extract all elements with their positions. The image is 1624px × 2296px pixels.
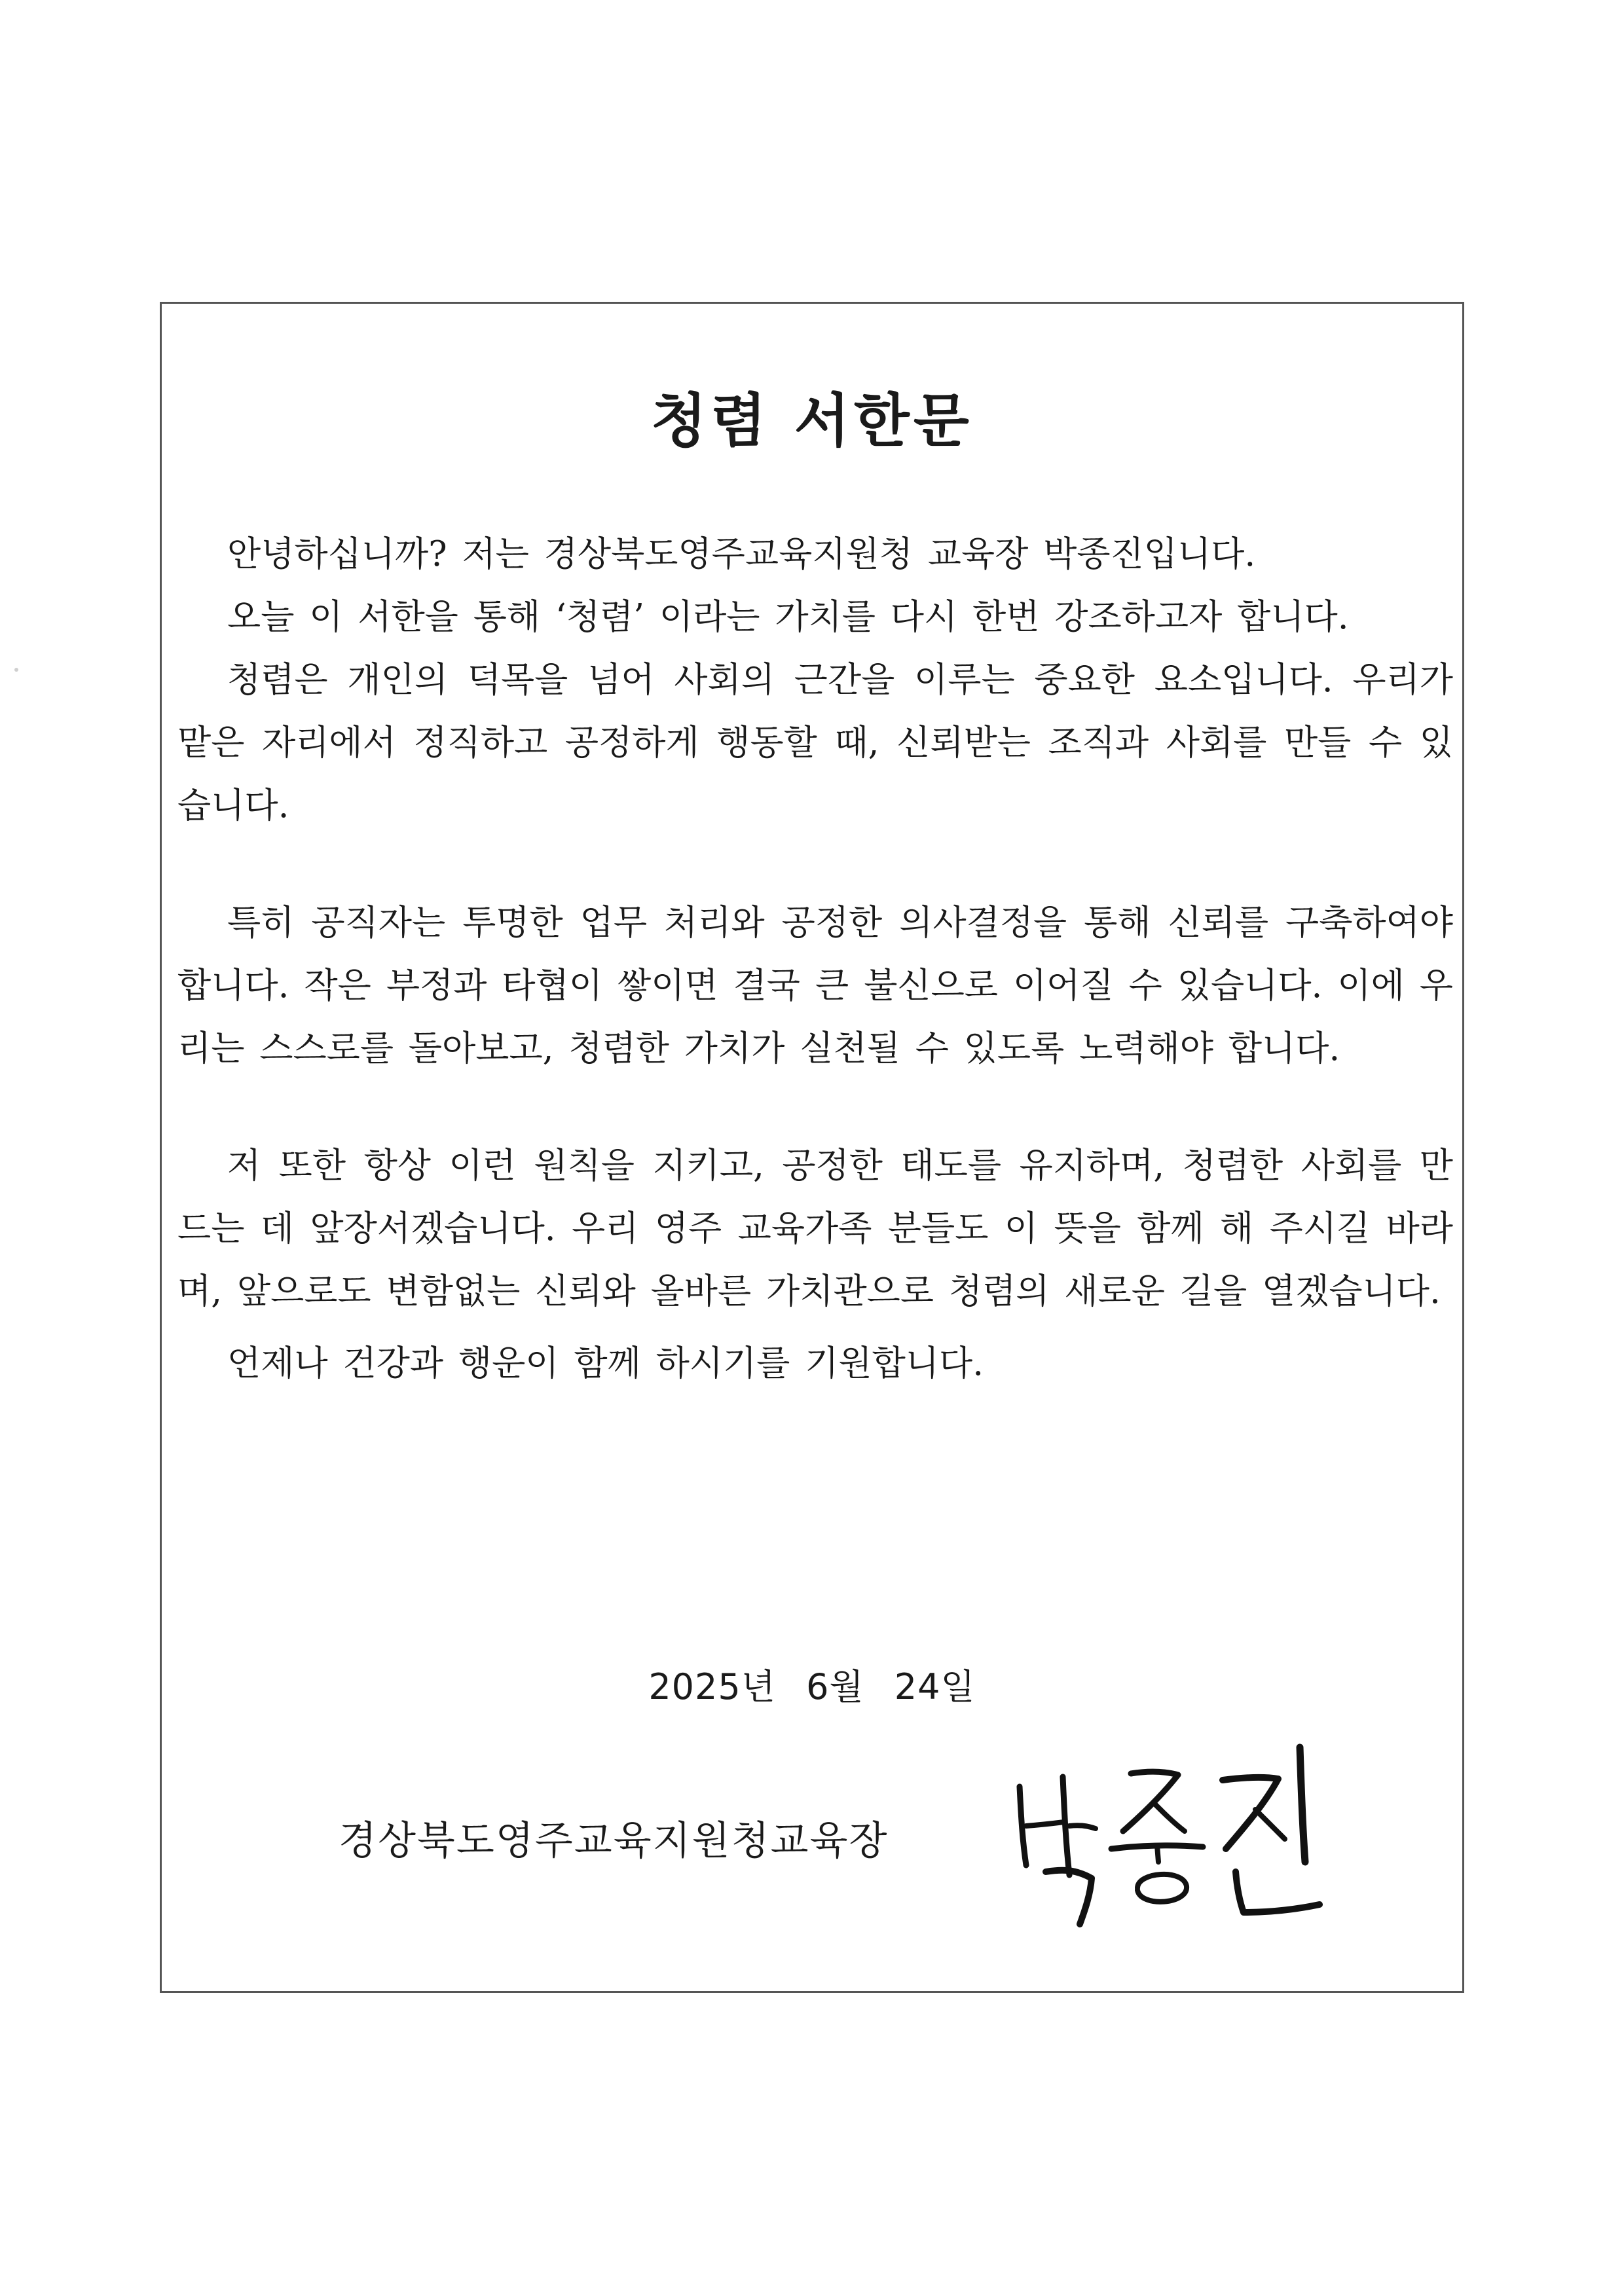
signature-stroke	[1154, 1803, 1185, 1831]
signature-stroke	[1300, 1747, 1305, 1862]
paragraph-greeting: 안녕하십니까? 저는 경상북도영주교육지원청 교육장 박종진입니다.	[227, 534, 1256, 574]
paragraph-closing: 언제나 건강과 행운이 함께 하시기를 기원합니다.	[227, 1343, 984, 1383]
signature-stroke	[1026, 1822, 1064, 1826]
paragraph-integrity: 청렴은 개인의 덕목을 넘어 사회의 근간을 이루는 중요한 요소입니다. 우리가 맡은 자리에서 정직하고 공정하게 행동할 때, 신뢰받는 조직과 사회를 만들 수 있습니다.	[177, 660, 1453, 826]
date-day: 24일	[894, 1666, 976, 1707]
signer-title: 경상북도영주교육지원청교육장	[339, 1818, 889, 1864]
signature-stroke	[1046, 1870, 1092, 1924]
paragraph-gap	[177, 1080, 1453, 1135]
signature-stroke	[1069, 1825, 1096, 1829]
date-month: 6월	[806, 1666, 864, 1707]
letter-frame	[160, 302, 1464, 1993]
scan-dot	[14, 668, 18, 672]
signature-stroke	[1157, 1846, 1158, 1862]
letter-body	[177, 523, 1453, 1395]
paragraph-commitment: 저 또한 항상 이런 원칙을 지키고, 공정한 태도를 유지하며, 청렴한 사회를 만드는 데 앞장서겠습니다. 우리 영주 교육가족 분들도 이 뜻을 함께 해 주시길 바라며, 앞으로도 변함없는 신뢰와 올바른 가치관으로 청렴의 새로운 길을 열겠습니다.	[177, 1146, 1453, 1311]
paragraph-gap	[177, 837, 1453, 892]
handwritten-signature	[1006, 1741, 1347, 1931]
signature-stroke	[1123, 1772, 1178, 1831]
signature-stroke	[1236, 1872, 1320, 1912]
letter-date	[162, 1659, 1462, 1709]
letter-title: 청렴 서한문	[651, 387, 973, 454]
signature-stroke	[1223, 1777, 1278, 1849]
paragraph-public-servants: 특히 공직자는 투명한 업무 처리와 공정한 의사결정을 통해 신뢰를 구축하여야 합니다. 작은 부정과 타협이 쌓이면 결국 큰 불신으로 이어질 수 있습니다. 이에 우리는 스스로를 돌아보고, 청렴한 가치가 실천될 수 있도록 노력해야 합니다.	[177, 903, 1453, 1068]
paragraph-purpose: 오늘 이 서한을 통해 ‘청렴’ 이라는 가치를 다시 한번 강조하고자 합니다.	[227, 597, 1349, 637]
signature-stroke	[1137, 1874, 1187, 1902]
date-year: 2025년	[648, 1666, 776, 1707]
signature-stroke	[1255, 1810, 1285, 1839]
